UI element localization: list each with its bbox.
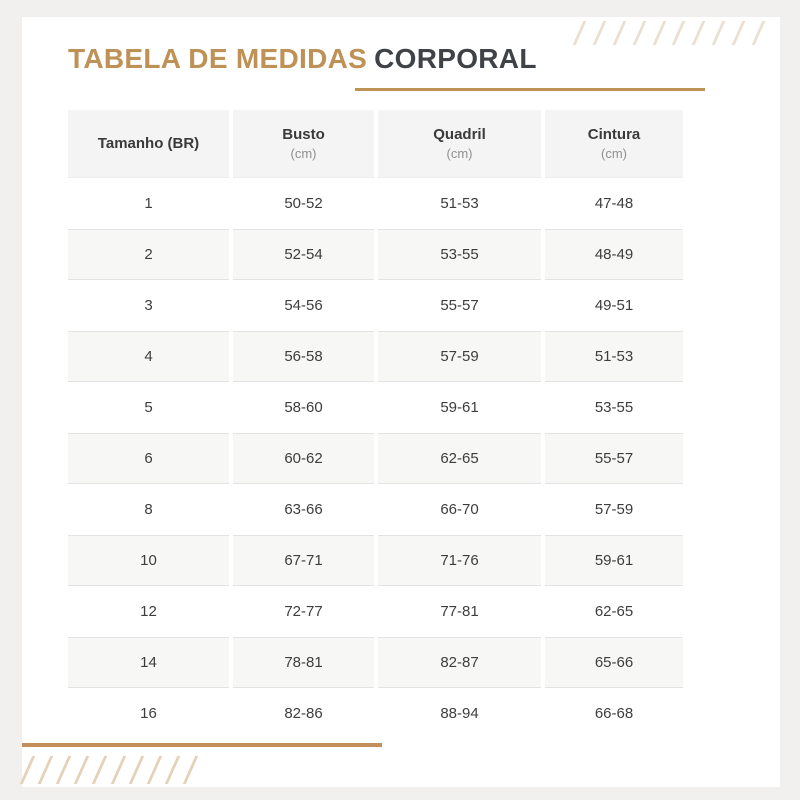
stripe-mark	[128, 756, 143, 784]
table-cell: 66-70	[378, 484, 541, 535]
stripe-mark	[573, 21, 587, 45]
table-cell: 1	[68, 178, 229, 229]
table-cell: 48-49	[545, 229, 683, 280]
stripe-mark	[632, 21, 646, 45]
title-underline-divider	[355, 88, 705, 91]
table-cell: 3	[68, 280, 229, 331]
table-cell: 58-60	[233, 382, 374, 433]
table-cell: 16	[68, 688, 229, 739]
size-table-body	[68, 178, 683, 739]
column-header-tamanho	[68, 110, 229, 178]
table-cell: 6	[68, 433, 229, 484]
table-cell: 59-61	[378, 382, 541, 433]
content-card	[22, 17, 780, 787]
table-cell: 47-48	[545, 178, 683, 229]
table-row	[68, 586, 683, 637]
table-cell: 62-65	[378, 433, 541, 484]
page-title	[68, 43, 537, 75]
table-cell: 2	[68, 229, 229, 280]
table-cell: 65-66	[545, 637, 683, 688]
table-row	[68, 688, 683, 739]
table-cell: 55-57	[378, 280, 541, 331]
table-cell: 5	[68, 382, 229, 433]
stripe-mark	[56, 756, 71, 784]
column-unit: (cm)	[290, 146, 317, 161]
table-cell: 82-86	[233, 688, 374, 739]
stripe-mark	[92, 756, 107, 784]
table-cell: 72-77	[233, 586, 374, 637]
table-cell: 12	[68, 586, 229, 637]
bottom-left-decorative-stripes	[26, 756, 192, 784]
table-row	[68, 535, 683, 586]
size-table-zone	[68, 110, 683, 739]
top-right-decorative-stripes	[578, 21, 760, 45]
stripe-mark	[732, 21, 746, 45]
table-cell: 4	[68, 331, 229, 382]
table-cell: 14	[68, 637, 229, 688]
table-row	[68, 331, 683, 382]
table-cell: 54-56	[233, 280, 374, 331]
page-title-main: CORPORAL	[374, 43, 537, 74]
table-cell: 63-66	[233, 484, 374, 535]
stripe-mark	[165, 756, 180, 784]
table-cell: 71-76	[378, 535, 541, 586]
page-title-accent: TABELA DE MEDIDAS	[68, 43, 368, 74]
table-cell: 77-81	[378, 586, 541, 637]
stripe-mark	[712, 21, 726, 45]
column-header-cintura	[545, 110, 683, 178]
table-cell: 57-59	[545, 484, 683, 535]
table-cell: 56-58	[233, 331, 374, 382]
stripe-mark	[183, 756, 198, 784]
stripe-mark	[38, 756, 53, 784]
stripe-mark	[752, 21, 766, 45]
table-cell: 55-57	[545, 433, 683, 484]
stripe-mark	[692, 21, 706, 45]
table-cell: 82-87	[378, 637, 541, 688]
table-cell: 57-59	[378, 331, 541, 382]
table-row	[68, 382, 683, 433]
table-row	[68, 178, 683, 229]
table-cell: 60-62	[233, 433, 374, 484]
stripe-mark	[110, 756, 125, 784]
stripe-mark	[147, 756, 162, 784]
table-cell: 8	[68, 484, 229, 535]
column-label: Cintura	[587, 126, 641, 143]
column-label: Busto	[282, 126, 325, 143]
table-cell: 51-53	[378, 178, 541, 229]
column-header-busto	[233, 110, 374, 178]
table-cell: 50-52	[233, 178, 374, 229]
stripe-mark	[652, 21, 666, 45]
column-label: Quadril	[433, 126, 486, 143]
bottom-divider	[22, 743, 382, 747]
table-cell: 51-53	[545, 331, 683, 382]
stripe-mark	[612, 21, 626, 45]
column-label: Tamanho (BR)	[97, 135, 200, 152]
column-unit: (cm)	[601, 146, 627, 161]
table-cell: 67-71	[233, 535, 374, 586]
table-row	[68, 433, 683, 484]
table-cell: 49-51	[545, 280, 683, 331]
column-header-quadril	[378, 110, 541, 178]
table-cell: 59-61	[545, 535, 683, 586]
table-cell: 53-55	[545, 382, 683, 433]
table-cell: 62-65	[545, 586, 683, 637]
table-cell: 78-81	[233, 637, 374, 688]
table-cell: 10	[68, 535, 229, 586]
table-cell: 88-94	[378, 688, 541, 739]
table-cell: 66-68	[545, 688, 683, 739]
stripe-mark	[20, 756, 35, 784]
table-row	[68, 484, 683, 535]
column-unit: (cm)	[446, 146, 473, 161]
size-table-header	[68, 110, 683, 178]
stripe-mark	[593, 21, 607, 45]
stripe-mark	[672, 21, 686, 45]
table-row	[68, 637, 683, 688]
table-row	[68, 280, 683, 331]
header-row	[68, 110, 683, 178]
table-row	[68, 229, 683, 280]
stripe-mark	[74, 756, 89, 784]
table-cell: 53-55	[378, 229, 541, 280]
size-table	[64, 110, 687, 739]
table-cell: 52-54	[233, 229, 374, 280]
